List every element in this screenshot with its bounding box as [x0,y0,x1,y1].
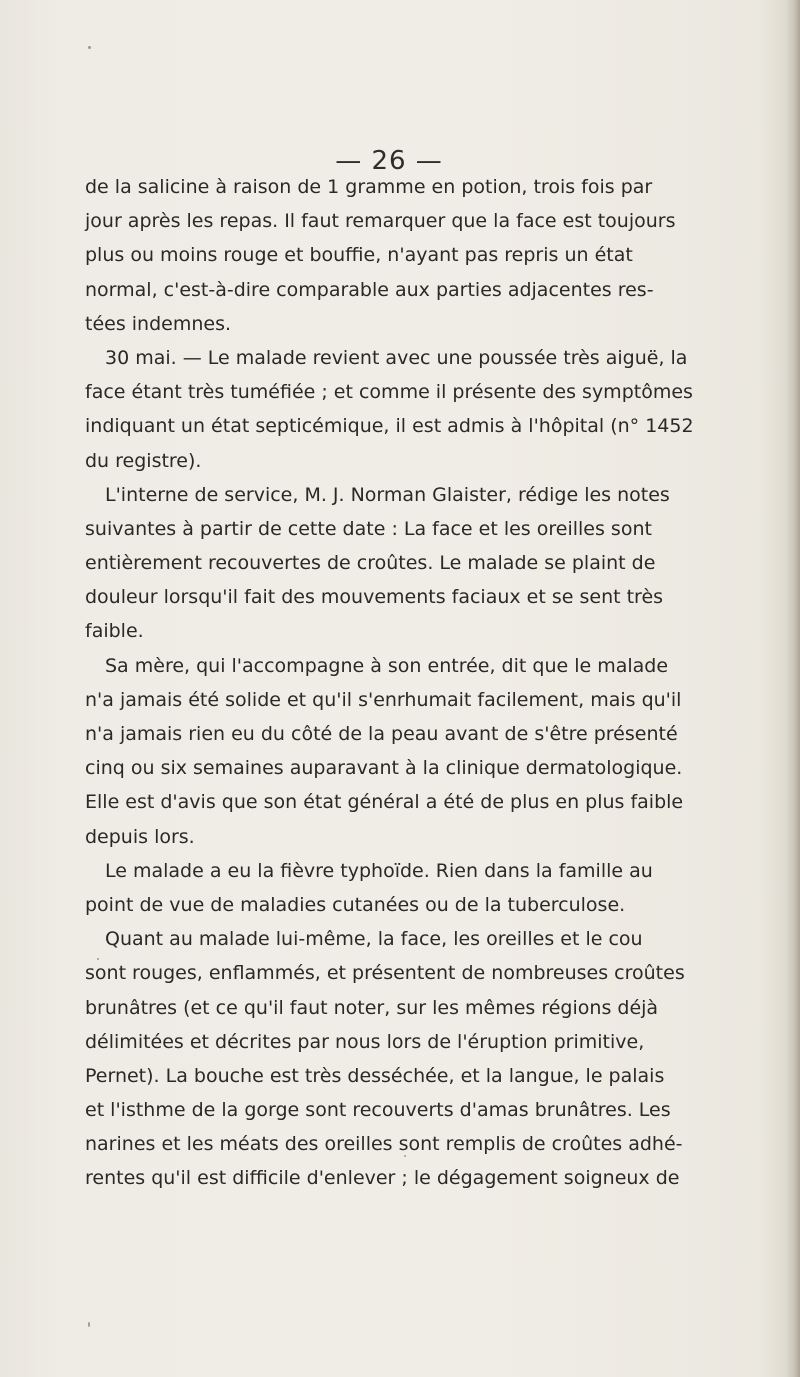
text-line: depuis lors. [85,825,195,848]
text-line: suivantes à partir de cette date : La face et les oreilles sont [85,517,652,540]
text-line: sont rouges, enflammés, et présentent de nombreuses croûtes [85,962,685,985]
text-line: faible. [85,620,144,643]
text-line: normal, c'est-à-dire comparable aux parties adjacentes res- [85,278,654,301]
text-line: Sa mère, qui l'accompagne à son entrée, dit que le malade [105,654,669,677]
text-line: plus ou moins rouge et bouffie, n'ayant pas repris un état [85,244,633,267]
text-line: brunâtres (et ce qu'il faut noter, sur les mêmes régions déjà [85,996,659,1019]
text-line: narines et les méats des oreilles sont remplis de croûtes adhé- [85,1133,683,1156]
text-line: face étant très tuméfiée ; et comme il présente des symptômes [85,381,693,404]
paper-speck [97,958,99,960]
text-line: n'a jamais été solide et qu'il s'enrhumait facilement, mais qu'il [85,688,682,711]
text-line: délimitées et décrites par nous lors de l'éruption primitive, [85,1030,645,1053]
text-line: tées indemnes. [85,312,232,335]
text-line: jour après les repas. Il faut remarquer que la face est toujours [85,210,676,233]
text-line: et l'isthme de la gorge sont recouverts d'amas brunâtres. Les [85,1099,671,1122]
text-line: cinq ou six semaines auparavant à la clinique dermatologique. [85,757,683,780]
text-line: L'interne de service, M. J. Norman Glaister, rédige les notes [105,483,670,506]
text-line: Le malade a eu la fièvre typhoïde. Rien dans la famille au [105,859,653,882]
text-line: Elle est d'avis que son état général a été de plus en plus faible [85,791,684,814]
paper-speck [88,1322,90,1327]
text-line: entièrement recouvertes de croûtes. Le malade se plaint de [85,552,656,575]
body-text [85,170,694,1196]
paper-speck [404,1155,406,1157]
text-line: Quant au malade lui-même, la face, les oreilles et le cou [105,928,643,951]
page-edge-shadow [786,0,800,1377]
text-line: indiquant un état septicémique, il est admis à l'hôpital (n° 1452 [85,415,694,438]
text-line: de la salicine à raison de 1 gramme en potion, trois fois par [85,176,653,198]
text-line: n'a jamais rien eu du côté de la peau avant de s'être présenté [85,723,678,745]
text-line: 30 mai. — Le malade revient avec une poussée très aiguë, la [105,346,688,369]
text-line: point de vue de maladies cutanées ou de la tuberculose. [85,893,626,916]
paper-speck [88,46,91,49]
text-line: Pernet). La bouche est très desséchée, et la langue, le palais [85,1064,665,1087]
page-number: — 26 — [335,146,443,176]
text-line: douleur lorsqu'il fait des mouvements faciaux et se sent très [85,586,664,609]
text-line: du registre). [85,449,202,472]
text-line: rentes qu'il est difficile d'enlever ; le dégagement soigneux de [85,1167,680,1190]
